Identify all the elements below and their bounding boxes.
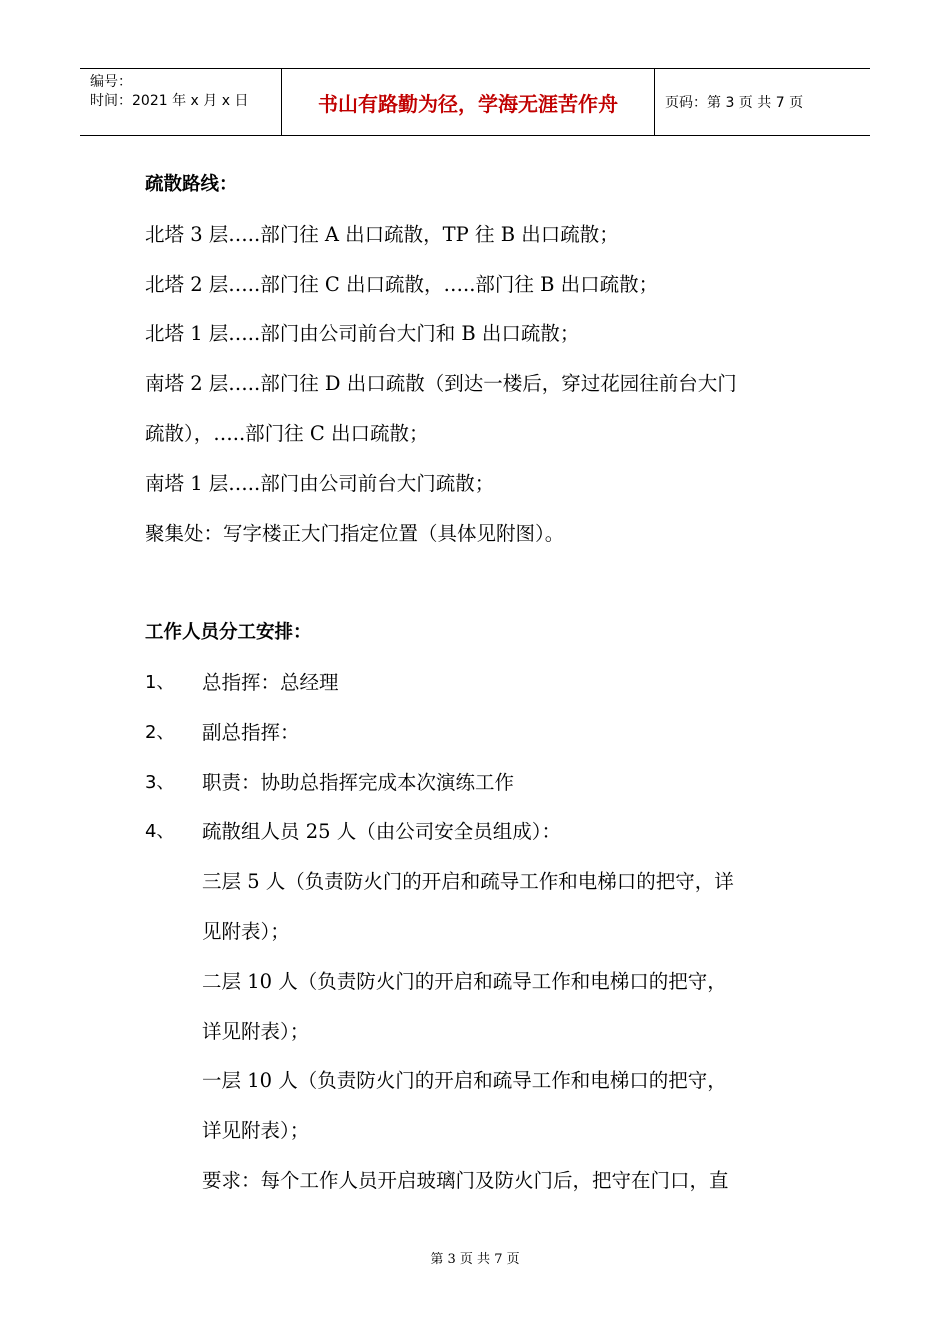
document-date: 时间：2021 年 x 月 x 日 xyxy=(90,93,249,109)
header-meta xyxy=(80,69,282,135)
header-page-info: 页码：第 3 页 共 7 页 xyxy=(665,95,804,111)
route-line: 北塔 3 层…..部门往 A 出口疏散，TP 往 B 出口疏散； xyxy=(145,222,619,246)
list-item xyxy=(145,758,825,808)
header-motto-cell xyxy=(282,69,655,135)
requirement-line: 要求：每个工作人员开启玻璃门及防火门后，把守在门口，直 xyxy=(202,1168,729,1192)
list-item-text: 副总指挥： xyxy=(202,720,300,744)
list-item xyxy=(145,708,825,758)
list-item-number: 2、 xyxy=(145,721,175,743)
page-header xyxy=(80,68,870,136)
sub-item-line: 详见附表）； xyxy=(202,1019,310,1043)
page-footer: 第 3 页 共 7 页 xyxy=(430,1252,520,1267)
document-body xyxy=(145,160,825,1206)
list-item xyxy=(145,807,825,857)
list-item-number: 1、 xyxy=(145,671,175,693)
header-motto: 书山有路勤为径，学海无涯苦作舟 xyxy=(318,91,618,116)
section-heading-evacuation-route: 疏散路线： xyxy=(145,174,238,195)
list-item-number: 3、 xyxy=(145,771,175,793)
sub-item-line: 详见附表）； xyxy=(202,1119,310,1143)
route-line: 南塔 2 层…..部门往 D 出口疏散（到达一楼后，穿过花园往前台大门 xyxy=(145,372,737,396)
list-item-text: 职责：协助总指挥完成本次演练工作 xyxy=(202,770,515,794)
route-line: 北塔 2 层…..部门往 C 出口疏散，…..部门往 B 出口疏散； xyxy=(145,272,659,296)
route-line: 北塔 1 层…..部门由公司前台大门和 B 出口疏散； xyxy=(145,322,580,346)
list-item-text: 疏散组人员 25 人（由公司安全员组成）： xyxy=(202,820,561,844)
list-item-text: 总指挥：总经理 xyxy=(202,670,339,694)
section-heading-staff-assignment: 工作人员分工安排： xyxy=(145,622,312,644)
sub-item-line: 三层 5 人（负责防火门的开启和疏导工作和电梯口的把守，详 xyxy=(202,870,734,894)
route-line: 疏散），…..部门往 C 出口疏散； xyxy=(145,421,429,445)
paragraph-gap xyxy=(145,558,825,608)
sub-item-line: 见附表）； xyxy=(202,919,290,943)
list-item-number: 4、 xyxy=(145,821,175,843)
sub-item-line: 一层 10 人（负责防火门的开启和疏导工作和电梯口的把守， xyxy=(202,1069,727,1093)
list-item xyxy=(145,658,825,708)
sub-item-line: 二层 10 人（负责防火门的开启和疏导工作和电梯口的把守， xyxy=(202,969,727,993)
document-number-label: 编号： xyxy=(90,74,132,90)
assembly-point-line: 聚集处：写字楼正大门指定位置（具体见附图）。 xyxy=(145,521,565,545)
route-line: 南塔 1 层…..部门由公司前台大门疏散； xyxy=(145,471,495,495)
